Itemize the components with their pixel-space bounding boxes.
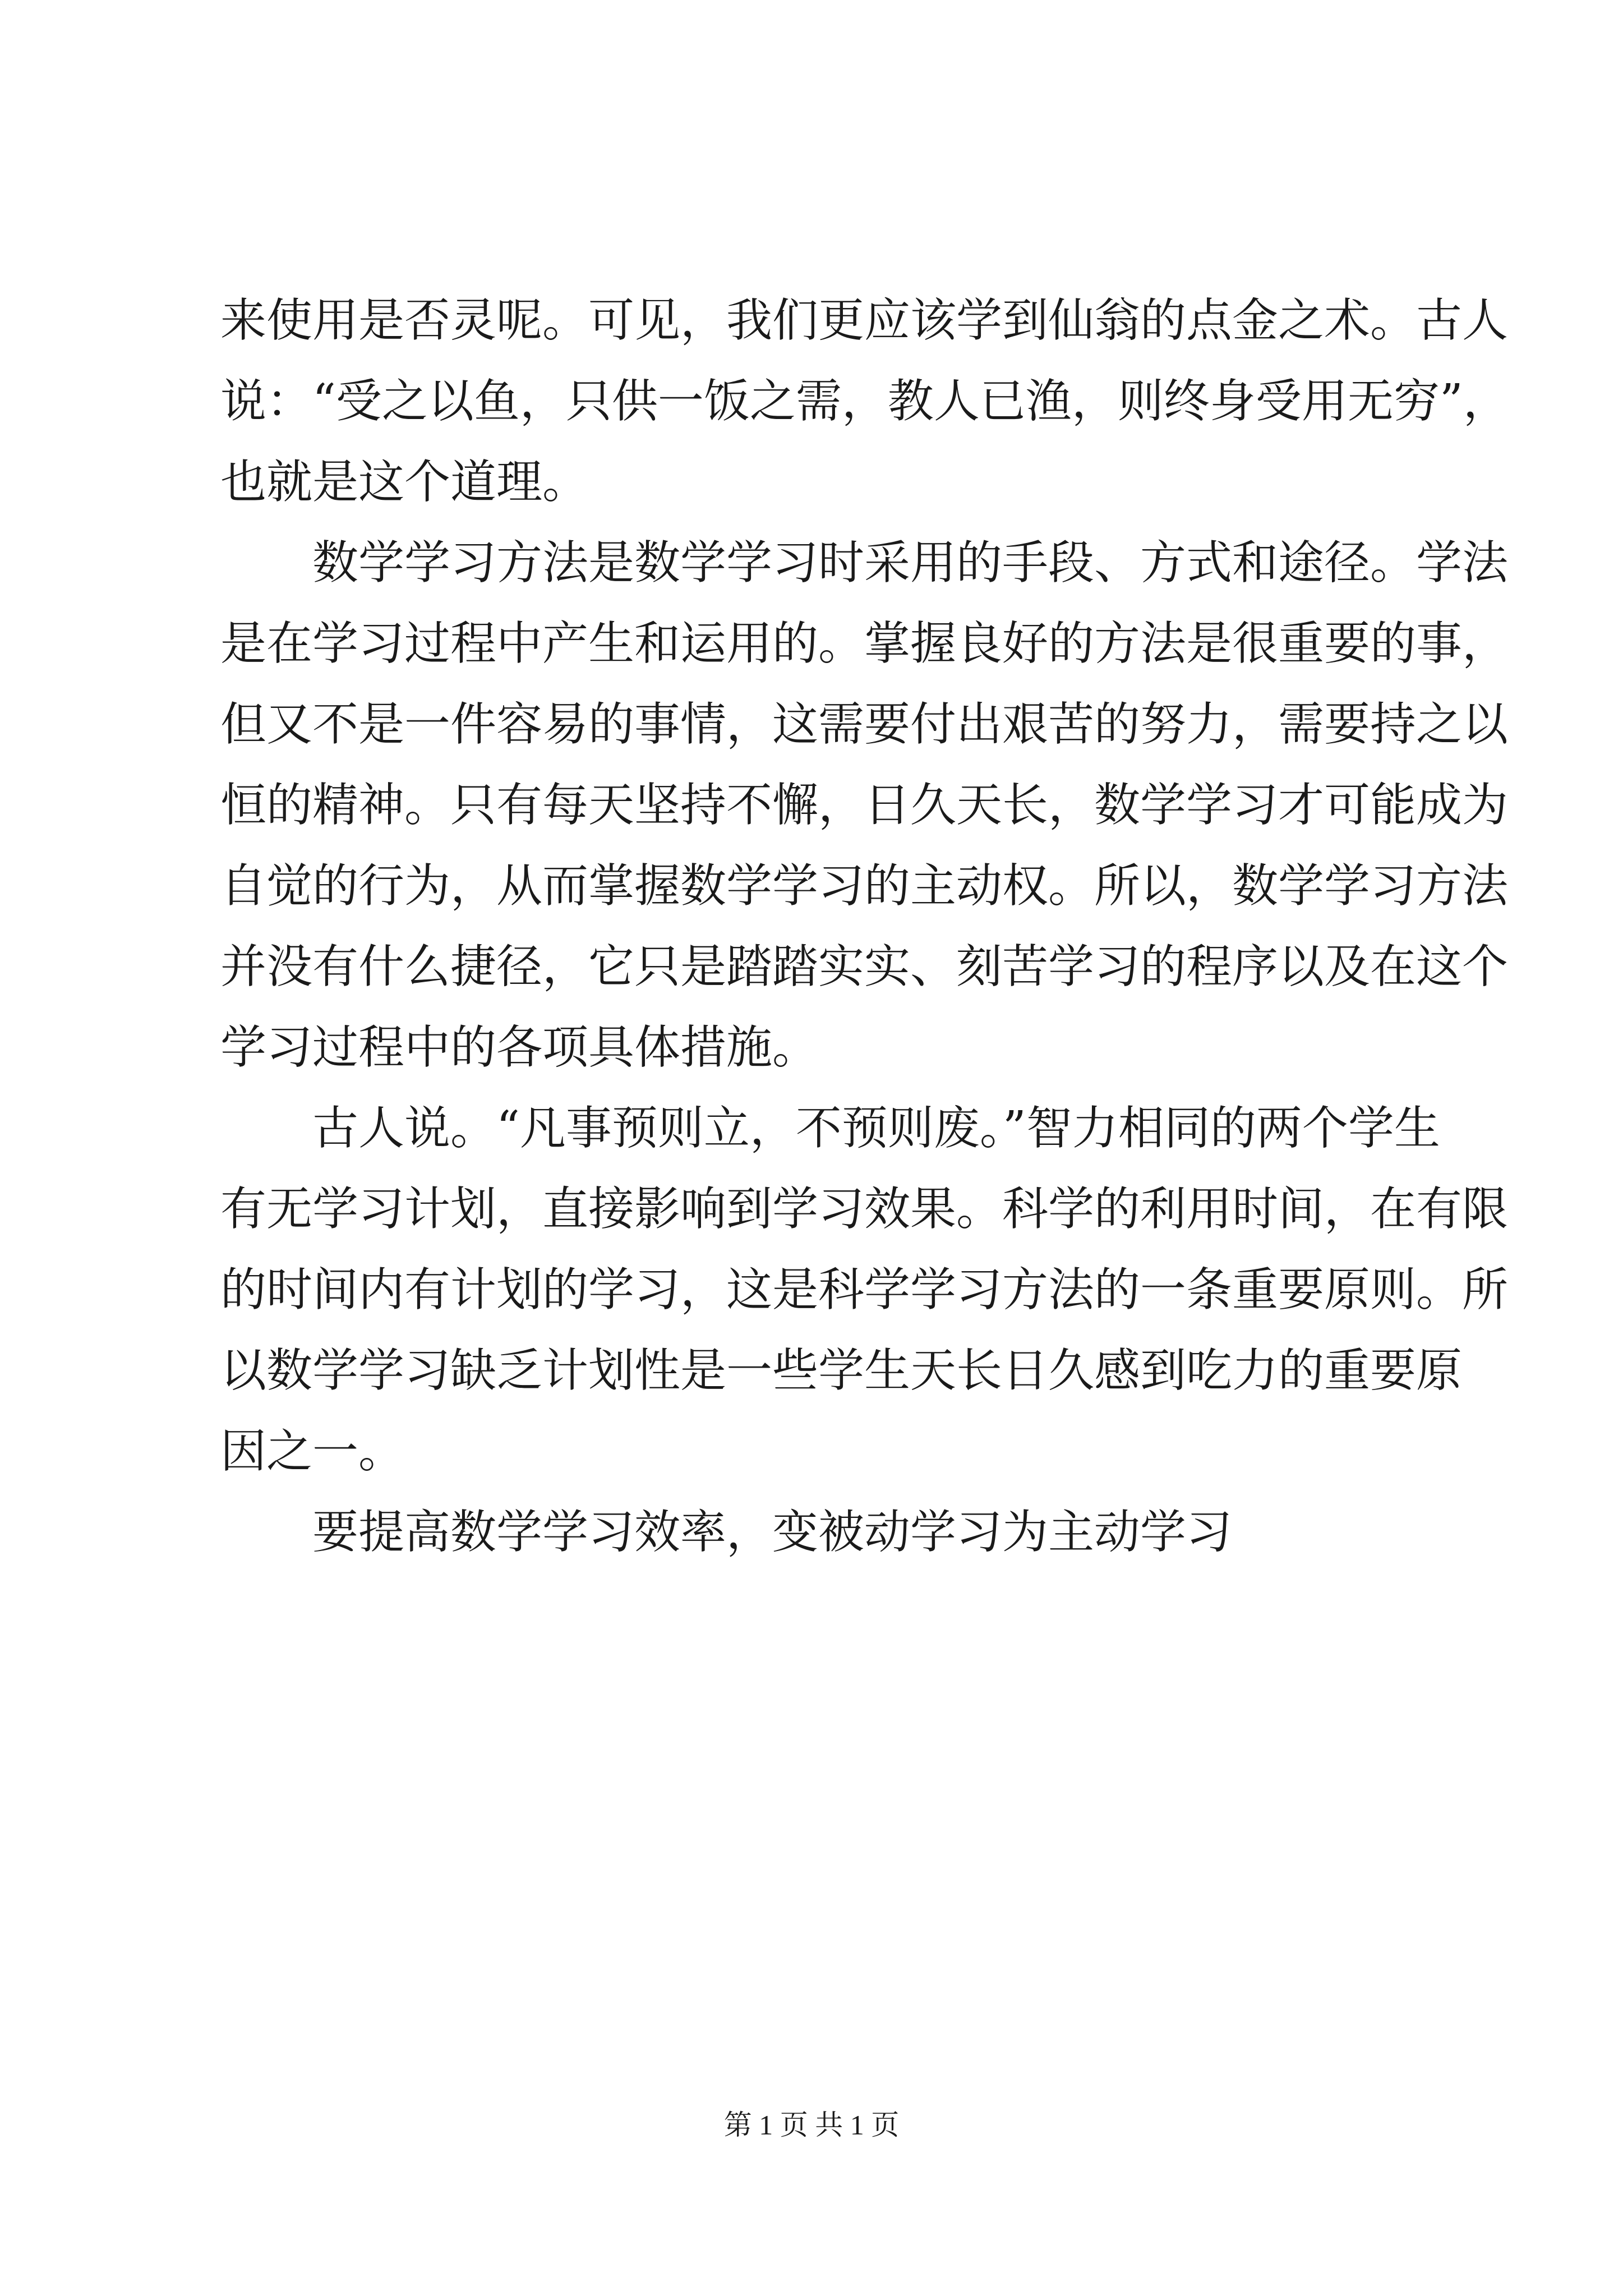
text-line: 来使用是否灵呢。可见，我们更应该学到仙翁的点金之术。古人 (220, 294, 1509, 347)
page-footer: 第 1 页 共 1 页 (723, 2109, 900, 2141)
text-line: 要提高数学学习效率，变被动学习为主动学习 (312, 1506, 1233, 1559)
text-line: 的时间内有计划的学习，这是科学学习方法的一条重要原则。所 (220, 1263, 1509, 1317)
text-line: 是在学习过程中产生和运用的。掌握良好的方法是很重要的事， (220, 617, 1509, 670)
text-line: 有无学习计划，直接影响到学习效果。科学的利用时间，在有限 (220, 1182, 1509, 1236)
text-line: 因之一。 (220, 1425, 405, 1478)
text-line: 也就是这个道理。 (220, 455, 589, 509)
text-line: 学习过程中的各项具体措施。 (220, 1021, 819, 1074)
text-line: 数学学习方法是数学学习时采用的手段、方式和途径。学法 (312, 536, 1509, 590)
text-line: 自觉的行为，从而掌握数学学习的主动权。所以，数学学习方法 (220, 859, 1509, 913)
text-line: 恒的精神。只有每天坚持不懈，日久天长，数学学习才可能成为 (220, 779, 1509, 832)
text-line: 并没有什么捷径，它只是踏踏实实、刻苦学习的程序以及在这个 (220, 940, 1509, 993)
text-line: 但又不是一件容易的事情，这需要付出艰苦的努力，需要持之以 (220, 698, 1509, 751)
document-body (220, 280, 1509, 1573)
text-line: 以数学学习缺乏计划性是一些学生天长日久感到吃力的重要原 (220, 1344, 1463, 1397)
text-line: 说：“受之以鱼，只供一饭之需，教人已渔，则终身受用无穷”， (220, 375, 1509, 428)
text-line: 古人说。“凡事预则立，不预则废。”智力相同的两个学生 (312, 1102, 1440, 1155)
